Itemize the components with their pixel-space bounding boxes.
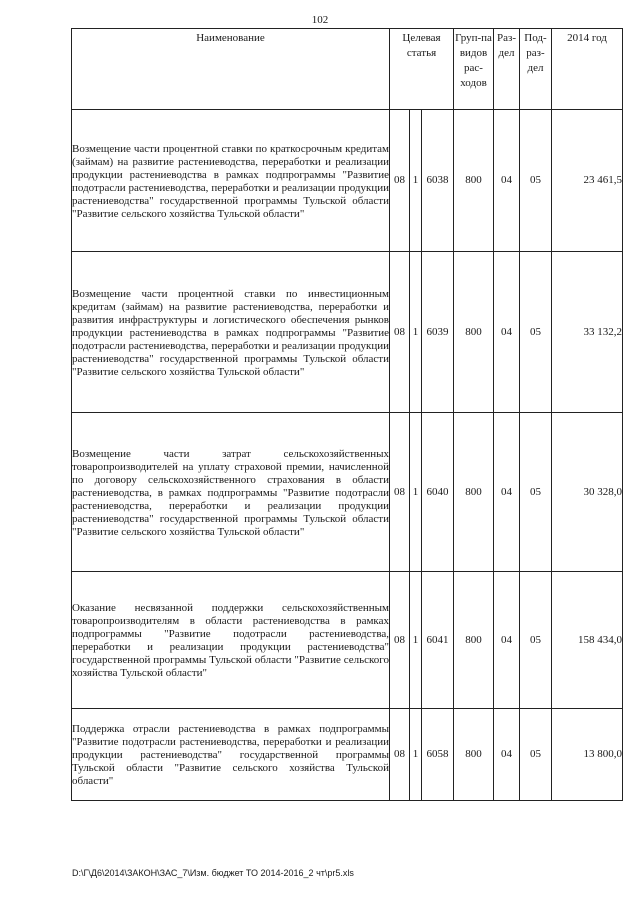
footer-file-path: D:\Г\Д6\2014\ЗАКОН\ЗАС_7\Изм. бюджет ТО 2014-2016_2 чт\pr5.xls [72,868,354,878]
row-article-part-3: 6038 [422,110,454,252]
table-row [72,413,623,572]
row-article-part-3: 6039 [422,252,454,413]
row-article-part-1: 08 [390,413,410,572]
row-expense-group: 800 [454,252,494,413]
budget-table [71,28,623,801]
header-name: Наименование [72,29,390,110]
page-number: 102 [311,14,329,26]
row-name: Возмещение части затрат сельскохозяйственных товаропроизводителей на уплату страховой премии, начисленной по договору сельскохозяйственного страхования в области растениеводства, в рамках подпрограммы "Развитие подотрасли растениеводства, переработки и реализации продукции растениеводства" государственной программы Тульской области "Развитие сельского хозяйства Тульской области" [72,413,390,572]
row-section: 04 [494,252,520,413]
row-amount: 33 132,2 [552,252,623,413]
row-article-part-2: 1 [410,252,422,413]
row-article-part-1: 08 [390,709,410,801]
table-row [72,110,623,252]
row-section: 04 [494,709,520,801]
row-article-part-3: 6058 [422,709,454,801]
row-article-part-2: 1 [410,572,422,709]
table-row [72,709,623,801]
row-section: 04 [494,110,520,252]
header-subsection: Под-раз-дел [520,29,552,110]
row-article-part-1: 08 [390,252,410,413]
row-name: Поддержка отрасли растениеводства в рамках подпрограммы "Развитие подотрасли растениеводства, переработки и реализации продукции растениеводства" государственной программы Тульской области "Развитие сельского хозяйства Тульской области" [72,709,390,801]
row-name: Возмещение части процентной ставки по краткосрочным кредитам (займам) на развитие растениеводства, переработки и реализации продукции растениеводства в рамках подпрограммы "Развитие подотрасли растениеводства, переработки и реализации продукции растениеводства" государственной программы Тульской области "Развитие сельского хозяйства Тульской области" [72,110,390,252]
row-subsection: 05 [520,110,552,252]
row-article-part-3: 6041 [422,572,454,709]
row-subsection: 05 [520,572,552,709]
row-article-part-2: 1 [410,413,422,572]
table-row [72,252,623,413]
table-row [72,572,623,709]
header-expense-group: Груп-па видов рас-ходов [454,29,494,110]
row-subsection: 05 [520,709,552,801]
row-amount: 13 800,0 [552,709,623,801]
row-amount: 23 461,5 [552,110,623,252]
row-expense-group: 800 [454,572,494,709]
row-expense-group: 800 [454,110,494,252]
header-target-article: Целевая статья [390,29,454,110]
row-article-part-2: 1 [410,709,422,801]
row-subsection: 05 [520,413,552,572]
row-section: 04 [494,413,520,572]
row-expense-group: 800 [454,709,494,801]
row-subsection: 05 [520,252,552,413]
header-year: 2014 год [552,29,623,110]
row-section: 04 [494,572,520,709]
row-article-part-2: 1 [410,110,422,252]
row-amount: 158 434,0 [552,572,623,709]
row-article-part-1: 08 [390,110,410,252]
header-section: Раз-дел [494,29,520,110]
row-amount: 30 328,0 [552,413,623,572]
row-article-part-3: 6040 [422,413,454,572]
table-header-row [72,29,623,110]
row-expense-group: 800 [454,413,494,572]
row-article-part-1: 08 [390,572,410,709]
row-name: Оказание несвязанной поддержки сельскохозяйственным товаропроизводителям в области растениеводства в рамках подпрограммы "Развитие подотрасли растениеводства, переработки и реализации продукции растениеводства" государственной программы Тульской области "Развитие сельского хозяйства Тульской области" [72,572,390,709]
row-name: Возмещение части процентной ставки по инвестиционным кредитам (займам) на развитие растениеводства, переработки и развития инфраструктуры и логистического обеспечения рынков продукции растениеводства в рамках подпрограммы "Развитие подотрасли растениеводства, переработки и реализации продукции растениеводства" государственной программы Тульской области "Развитие сельского хозяйства Тульской области" [72,252,390,413]
